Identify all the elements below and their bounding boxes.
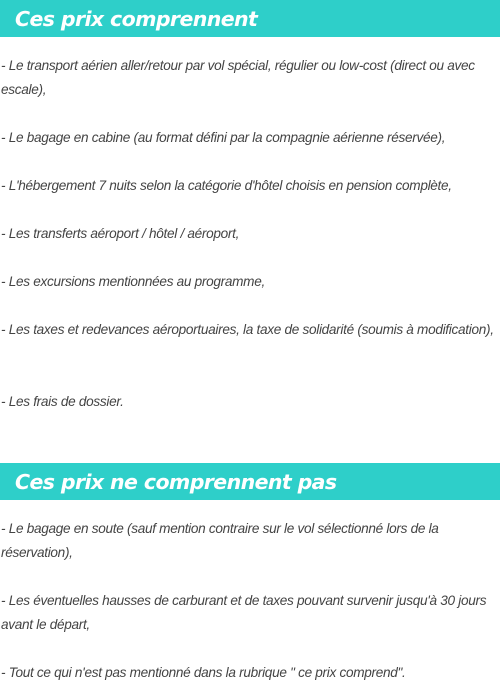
included-item-accommodation: - L'hébergement 7 nuits selon la catégorie d'hôtel choisis en pension complète, — [1, 178, 452, 193]
included-item-transfers: - Les transferts aéroport / hôtel / aéroport, — [1, 226, 240, 241]
included-item-excursions: - Les excursions mentionnées au programme, — [1, 274, 265, 289]
excluded-item-hold-baggage: - Le bagage en soute (sauf mention contraire sur le vol sélectionné lors de la réservation), — [1, 521, 439, 560]
excluded-item-other: - Tout ce qui n'est pas mentionné dans la rubrique " ce prix comprend". — [1, 665, 406, 680]
excluded-section-header — [0, 463, 500, 500]
included-section-title: Ces prix comprennent — [15, 6, 258, 31]
included-item-airport-taxes: - Les taxes et redevances aéroportuaires, la taxe de solidarité (soumis à modification), — [1, 322, 494, 337]
excluded-item-fuel-surcharge: - Les éventuelles hausses de carburant et de taxes pouvant survenir jusqu'à 30 jours avant le départ, — [1, 593, 487, 632]
included-item-booking-fees: - Les frais de dossier. — [1, 394, 124, 409]
included-item-flight: - Le transport aérien aller/retour par vol spécial, régulier ou low-cost (direct ou avec escale), — [1, 58, 475, 97]
included-section-header — [0, 0, 500, 37]
excluded-section-title: Ces prix ne comprennent pas — [15, 469, 337, 494]
included-item-cabin-baggage: - Le bagage en cabine (au format défini par la compagnie aérienne réservée), — [1, 130, 446, 145]
